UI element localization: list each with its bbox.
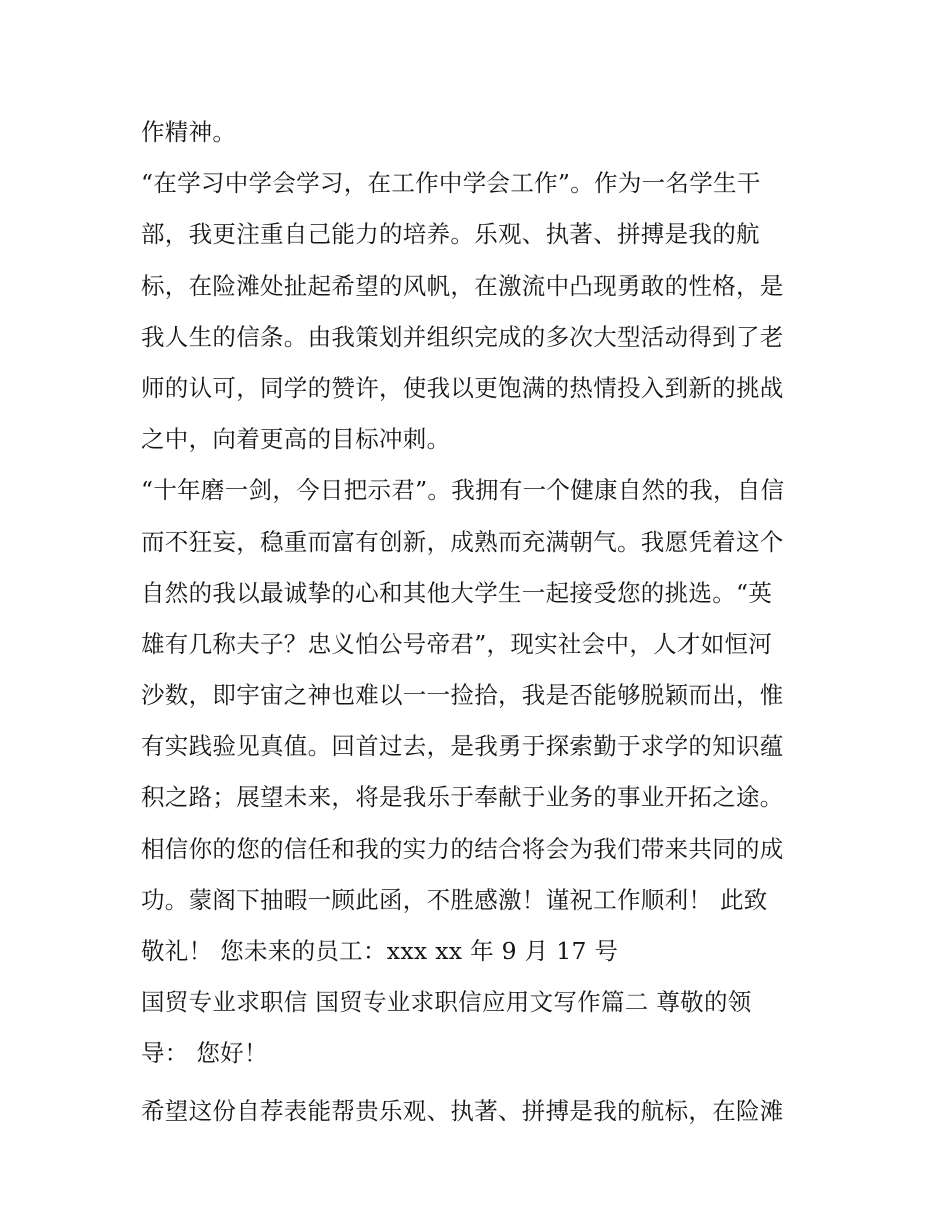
text-line: 而不狂妄，稳重而富有创新，成熟而充满朝气。我愿凭着这个 — [141, 527, 784, 556]
text-line: 我人生的信条。由我策划并组织完成的多次大型活动得到了老 — [141, 322, 784, 351]
paragraph-2 — [141, 158, 821, 465]
text-line: 雄有几称夫子？忠义怕公号帝君”，现实社会中，人才如恒河 — [141, 629, 773, 658]
paragraph-3 — [141, 465, 821, 977]
closing-signature-line: 敬礼！ 您未来的员工：xxx xx 年 9 月 17 号 — [141, 937, 619, 965]
text-line: 希望这份自荐表能帮贵乐观、执著、拼搏是我的航标，在险滩 — [141, 1096, 784, 1125]
letter-body — [141, 107, 821, 1137]
text-line: “在学习中学会学习，在工作中学会工作”。作为一名学生干 — [141, 169, 761, 198]
text-line: 自然的我以最诚挚的心和其他大学生一起接受您的挑选。“英 — [141, 578, 773, 607]
section-heading-line: 国贸专业求职信 国贸专业求职信应用文写作篇二 尊敬的领 — [141, 988, 752, 1017]
text-line: 功。蒙阁下抽暇一顾此函，不胜感激！谨祝工作顺利！ 此致 — [141, 885, 768, 914]
text-line: 作精神。 — [141, 118, 237, 146]
paragraph-4 — [141, 977, 821, 1079]
text-line: 师的认可，同学的赞许，使我以更饱满的热情投入到新的挑战 — [141, 373, 784, 402]
greeting-line: 导： 您好！ — [141, 1039, 268, 1068]
text-line: 之中，向着更高的目标冲刺。 — [141, 425, 451, 454]
paragraph-1 — [141, 107, 821, 158]
paragraph-5 — [141, 1086, 821, 1137]
text-line: 标，在险滩处扯起希望的风帆，在激流中凸现勇敢的性格，是 — [141, 271, 784, 300]
text-line: 部，我更注重自己能力的培养。乐观、执著、拼搏是我的航 — [141, 220, 760, 249]
text-line: “十年磨一剑，今日把示君”。我拥有一个健康自然的我，自信 — [141, 476, 785, 505]
text-line: 相信你的您的信任和我的实力的结合将会为我们带来共同的成 — [141, 834, 784, 863]
text-line: 有实践验见真值。回首过去，是我勇于探索勤于求学的知识蕴 — [141, 732, 784, 761]
text-line: 积之路；展望未来，将是我乐于奉献于业务的事业开拓之途。 — [141, 783, 784, 812]
text-line: 沙数，即宇宙之神也难以一一捡拾，我是否能够脱颖而出，惟 — [141, 681, 784, 710]
